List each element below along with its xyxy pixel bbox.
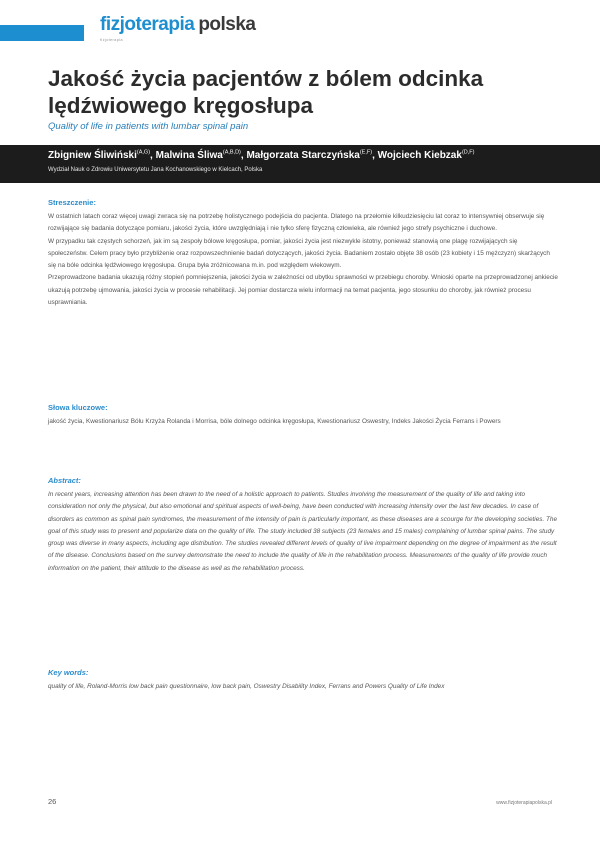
logo-tagline: fizjoterapia [100, 37, 123, 42]
abstract-pl-paragraph: W przypadku tak częstych schorzeń, jak im są zespoły bólowe kręgosłupa, pomiar, jakości życia jest niezwykle istotny, ponieważ stanowią one plagę rozwijających się społeczeństw. Celem pracy było przybliżenie oraz rozpowszechnienie badań dotyczących, jakości życia. Badaniem zostało objęte 38 osób (23 kobiety i 15 mężczyzn) skarżących się na bóle odcinka lędźwiowego kręgosłupa. Grupa była zróżnicowana m.in. pod względem wiekowym. [48, 237, 550, 270]
keywords-pl-body: jakość życia, Kwestionariusz Bólu Krzyża Rolanda i Morrisa, bóle dolnego odcinka kręgosłupa, Kwestionariusz Oswestry, Indeks Jakości Życia Ferrans i Powers [48, 418, 501, 425]
affiliation: Wydział Nauk o Zdrowiu Uniwersytetu Jana Kochanowskiego w Kielcach, Polska [48, 167, 263, 173]
journal-url: www.fizjoterapiapolska.pl [496, 800, 552, 806]
page-number: 26 [48, 797, 57, 806]
keywords-en-body: quality of life, Roland-Morris low back pain questionnaire, low back pain, Oswestry Disability Index, Ferrans and Powers Quality of Life Index [48, 683, 445, 690]
article-subtitle: Quality of life in patients with lumbar spinal pain [48, 121, 249, 132]
author: Małgorzata Starczyńska$^{(E,F)}$, [246, 150, 378, 162]
abstract-pl-paragraph: W ostatnich latach coraz więcej uwagi zwraca się na potrzebę holistycznego podejścia do pacjenta. Dlatego na przełomie kilkudziesięciu lat coraz to intensywniej obserwuje się rozwijające się badania dotyczące pomiaru, jakości życia, które uwzględniają i nie tylko sferę fizyczną człowieka, ale również jego strefy psychiczne i duchowe. [48, 213, 545, 233]
keywords-pl-heading: Słowa kluczowe: [48, 403, 108, 412]
journal-logo [100, 14, 256, 42]
keywords-en-heading: Key words: [48, 668, 89, 677]
header-accent-bar [0, 25, 84, 41]
article-title: Jakość życia pacjentów z bólem odcinka lędźwiowego kręgosłupa [48, 66, 484, 118]
abstract-pl-body [48, 211, 558, 309]
author: Wojciech Kiebzak$^{(D,F)}$ [377, 150, 475, 162]
abstract-en-body: In recent years, increasing attention has been drawn to the need of a holistic approach to patients. Studies involving the measurement of the quality of life and taking into consideration not only the physical, but also emotional and spiritual aspects of well-being, have been conducted with increasing intensity over the last few decades. In case of disorders as common as spinal pain syndromes, the measurement of the intensity of pain is particularly important, as these diseases are a scourge for the developing societies. The goal of this study was to present and popularize data on the quality of life. The study included 38 subjects (23 females and 15 males) complaining of lumbar spinal pains. The study group was diverse in many aspects, including age distribution. The studies revealed different levels of quality of live impairment depending on the degree of impairment as the result of the disease. Conclusions based on the survey demonstrate the need to include the quality of life in the rehabilitation process. Measurements of the quality of life provide much information on the patient, their attitude to the disease as well as the rehabilitation process. [48, 491, 558, 572]
author: Malwina Śliwa$^{(A,B,D)}$, [155, 150, 247, 162]
abstract-pl-paragraph: Przeprowadzone badania ukazują różny stopień pomniejszenia, jakości życia w zależności od ubytku sprawności w przebiegu choroby. Wnioski oparte na przeprowadzonej ankiecie ukazują potrzebę ujmowania, jakości życia w procesie rehabilitacji. Jej pomiar dostarcza wielu informacji na temat pacjenta, jego stosunku do choroby, jak również procesu usprawniania. [48, 274, 558, 307]
author: Zbigniew Śliwiński$^{(A,G)}$, [48, 150, 156, 162]
abstract-pl-heading: Streszczenie: [48, 198, 96, 207]
logo-wordmark: fizjoterapia polska [100, 14, 256, 35]
author-list [48, 150, 588, 161]
abstract-en-heading: Abstract: [48, 476, 81, 485]
